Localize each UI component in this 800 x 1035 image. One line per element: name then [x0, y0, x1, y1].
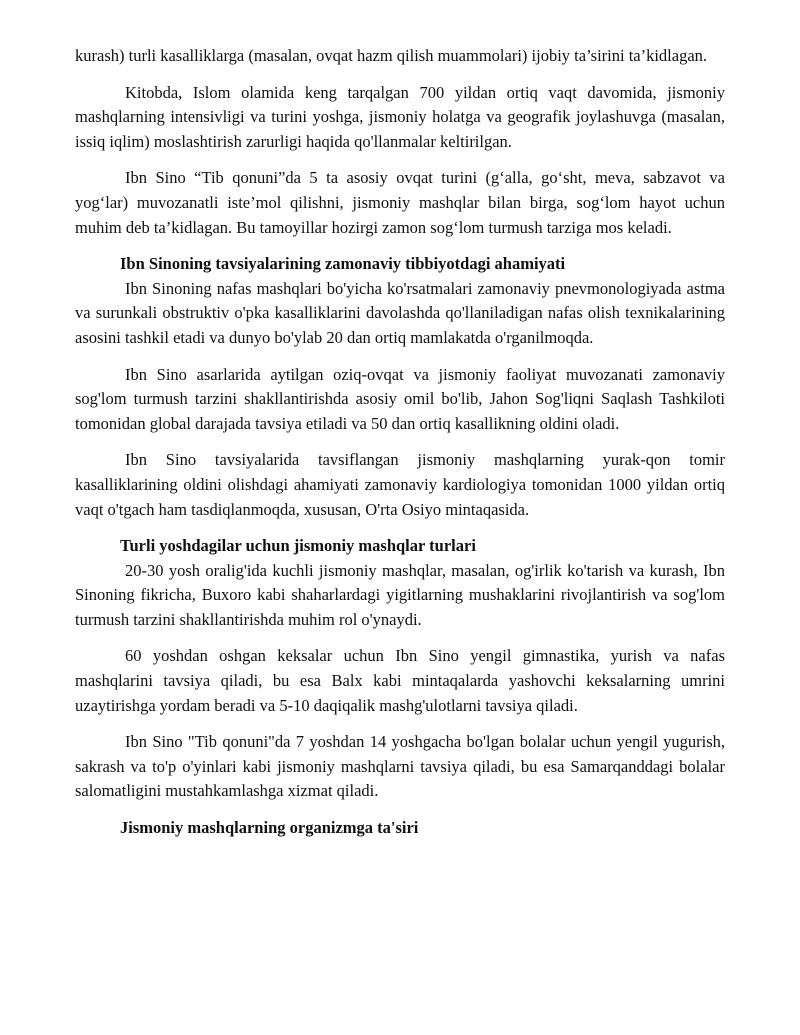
paragraph-food-activity-balance: Ibn Sino asarlarida aytilgan oziq-ovqat va jismoniy faoliyat muvozanati zamonaviy sog'lom turmush tarzini shakllantirishda asosiy omil bo'lib, Jahon Sog'liqni Saqlash Tashkiloti tomonidan global darajada tavsiya etiladi va 50 dan ortiq kasallikning oldini oladi. — [75, 364, 725, 433]
section-heading-age-groups: Turli yoshdagilar uchun jismoniy mashqlar turlari — [120, 536, 476, 556]
paragraph-children: Ibn Sino "Tib qonuni"da 7 yoshdan 14 yoshgacha bo'lgan bolalar uchun yengil yugurish, sakrash va to'p o'yinlari kabi jismoniy mashqlarni tavsiya qiladi, bu esa Samarqanddagi bolalar salomatligini mustahkamlashga xizmat qiladi. — [75, 732, 725, 801]
paragraph-age-60-plus: 60 yoshdan oshgan keksalar uchun Ibn Sino yengil gimnastika, yurish va nafas mashqlarini tavsiya qiladi, bu esa Balx kabi mintaqalarda yashovchi keksalarning umrini uzaytirishga yordam beradi va 5-10 daqiqalik mashg'ulotlarni tavsiya qiladi. — [75, 646, 725, 715]
paragraph-continuation: kurash) turli kasalliklarga (masalan, ovqat hazm qilish muammolari) ijobiy ta’sirini ta’kidlagan. — [75, 46, 708, 65]
paragraph-cardiology: Ibn Sino tavsiyalarida tavsiflangan jismoniy mashqlarning yurak-qon tomir kasalliklarining oldini olishdagi ahamiyati zamonaviy kardiologiya tomonidan 1000 yildan ortiq vaqt o'tgach ham tasdiqlanmoqda, xususan, O'rta Osiyo mintaqasida. — [75, 450, 725, 519]
section-heading-modern-medicine: Ibn Sinoning tavsiyalarining zamonaviy tibbiyotdagi ahamiyati — [120, 254, 566, 274]
paragraph-tib-qonuni-food: Ibn Sino “Tib qonuni”da 5 ta asosiy ovqat turini (g‘alla, go‘sht, meva, sabzavot va yog‘lar) muvozanatli iste’mol qilishni, jismoniy mashqlar bilan birga, sog‘lom hayot uchun muhim deb ta’kidlagan. Bu tamoyillar hozirgi zamon sog‘lom turmush tarziga mos keladi. — [75, 168, 725, 237]
document-page — [75, 44, 725, 841]
section-heading-effects: Jismoniy mashqlarning organizmga ta'siri — [120, 818, 419, 838]
paragraph-age-20-30: 20-30 yosh oralig'ida kuchli jismoniy mashqlar, masalan, og'irlik ko'tarish va kurash, Ibn Sinoning fikricha, Buxoro kabi shaharlardagi yigitlarning mushaklarini rivojlantirish va sog'lom turmush tarzini shakllantirishda muhim rol o'ynaydi. — [75, 560, 725, 629]
paragraph-kitobda: Kitobda, Islom olamida keng tarqalgan 700 yildan ortiq vaqt davomida, jismoniy mashqlarning intensivligi va turini yoshga, jismoniy holatga va geografik joylashuvga (masalan, issiq iqlim) moslashtirish zarurligi haqida qo'llanmalar keltirilgan. — [75, 82, 725, 151]
paragraph-breathing-exercises: Ibn Sinoning nafas mashqlari bo'yicha ko'rsatmalari zamonaviy pnevmonologiyada astma va surunkali obstruktiv o'pka kasalliklarini davolashda qo'llaniladigan nafas olish texnikalarining asosini tashkil etadi va dunyo bo'ylab 20 dan ortiq mamlakatda o'rganilmoqda. — [75, 278, 725, 347]
